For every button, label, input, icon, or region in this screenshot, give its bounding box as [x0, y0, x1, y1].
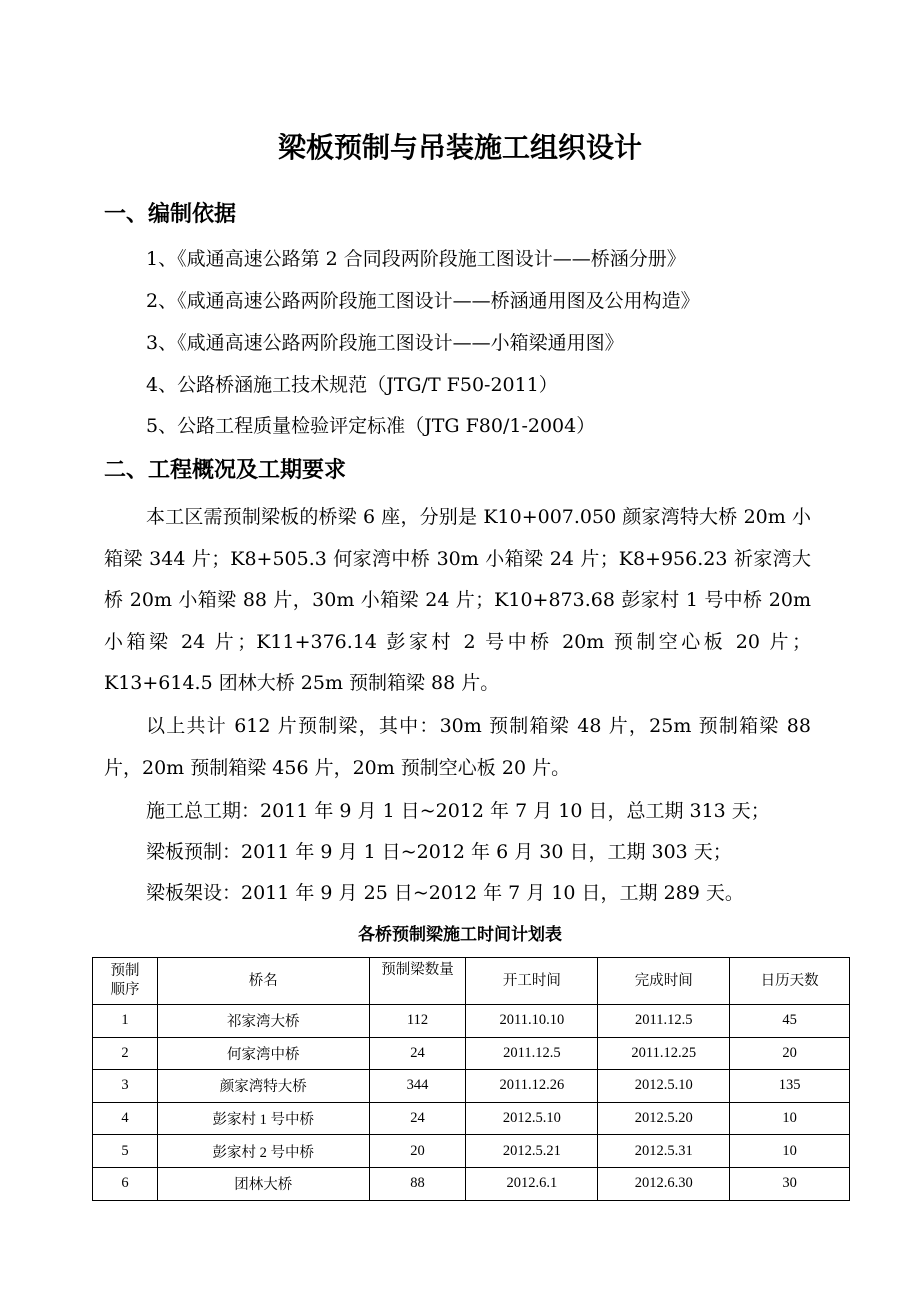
table-cell: 20 — [369, 1135, 466, 1168]
schedule-table — [92, 957, 850, 1201]
table-row — [93, 1037, 850, 1070]
table-cell: 2012.5.31 — [598, 1135, 730, 1168]
table-cell: 颜家湾特大桥 — [157, 1070, 369, 1103]
column-header: 预制梁数量 — [369, 958, 466, 1005]
table-cell: 2011.10.10 — [466, 1005, 598, 1038]
table-cell: 2011.12.26 — [466, 1070, 598, 1103]
table-cell: 1 — [93, 1005, 158, 1038]
table-cell: 何家湾中桥 — [157, 1037, 369, 1070]
column-header: 预制顺序 — [93, 958, 158, 1005]
table-cell: 2012.6.30 — [598, 1167, 730, 1200]
table-cell: 6 — [93, 1167, 158, 1200]
table-cell: 4 — [93, 1102, 158, 1135]
table-cell: 24 — [369, 1037, 466, 1070]
table-cell: 5 — [93, 1135, 158, 1168]
table-title: 各桥预制梁施工时间计划表 — [358, 925, 562, 945]
table-row — [93, 1102, 850, 1135]
basis-item: 2、《咸通高速公路两阶段施工图设计——桥涵通用图及公用构造》 — [146, 290, 700, 312]
column-header: 开工时间 — [466, 958, 598, 1005]
table-header-row — [93, 958, 850, 1005]
document-title: 梁板预制与吊装施工组织设计 — [277, 131, 642, 164]
basis-item: 5、公路工程质量检验评定标准（JTG F80/1-2004） — [146, 415, 596, 437]
table-cell: 2012.5.10 — [598, 1070, 730, 1103]
table-cell: 24 — [369, 1102, 466, 1135]
table-cell: 344 — [369, 1070, 466, 1103]
table-cell: 彭家村 2 号中桥 — [157, 1135, 369, 1168]
table-cell: 3 — [93, 1070, 158, 1103]
table-cell: 20 — [730, 1037, 850, 1070]
table-cell: 彭家村 1 号中桥 — [157, 1102, 369, 1135]
table-cell: 祁家湾大桥 — [157, 1005, 369, 1038]
overview-paragraph: 本工区需预制梁板的桥梁 6 座，分别是 K10+007.050 颜家湾特大桥 20m 小箱梁 344 片；K8+505.3 何家湾中桥 30m 小箱梁 24 片；K8+956.23 祈家湾大桥 20m 小箱梁 88 片，30m 小箱梁 24 片；K10+873.68 彭家村 1 号中桥 20m 小箱梁 24 片；K11+376.14 彭家村 2 号中桥 20m 预制空心板 20 片；K13+614.5 团林大桥 25m 预制箱梁 88 片。 — [104, 506, 811, 694]
column-header: 完成时间 — [598, 958, 730, 1005]
table-cell: 2012.5.10 — [466, 1102, 598, 1135]
table-row — [93, 1135, 850, 1168]
basis-item: 1、《咸通高速公路第 2 合同段两阶段施工图设计——桥涵分册》 — [146, 248, 686, 270]
basis-item: 4、公路桥涵施工技术规范（JTG/T F50-2011） — [146, 374, 558, 396]
summary-paragraph: 以上共计 612 片预制梁，其中：30m 预制箱梁 48 片，25m 预制箱梁 88 片，20m 预制箱梁 456 片，20m 预制空心板 20 片。 — [104, 715, 811, 779]
table-cell: 2011.12.5 — [466, 1037, 598, 1070]
table-cell: 2012.6.1 — [466, 1167, 598, 1200]
column-header: 日历天数 — [730, 958, 850, 1005]
section-heading-basis: 一、编制依据 — [104, 202, 237, 227]
table-row — [93, 1070, 850, 1103]
schedule-line-total: 施工总工期：2011 年 9 月 1 日~2012 年 7 月 10 日，总工期 313 天； — [146, 800, 770, 822]
table-row — [93, 1005, 850, 1038]
table-cell: 2012.5.21 — [466, 1135, 598, 1168]
table-cell: 2012.5.20 — [598, 1102, 730, 1135]
table-cell: 135 — [730, 1070, 850, 1103]
schedule-line-prefab: 梁板预制：2011 年 9 月 1 日~2012 年 6 月 30 日，工期 303 天； — [146, 841, 732, 863]
table-cell: 团林大桥 — [157, 1167, 369, 1200]
table-cell: 2011.12.25 — [598, 1037, 730, 1070]
table-cell: 2 — [93, 1037, 158, 1070]
table-cell: 2011.12.5 — [598, 1005, 730, 1038]
table-cell: 45 — [730, 1005, 850, 1038]
schedule-line-erection: 梁板架设：2011 年 9 月 25 日~2012 年 7 月 10 日，工期 289 天。 — [146, 882, 744, 904]
basis-item: 3、《咸通高速公路两阶段施工图设计——小箱梁通用图》 — [146, 332, 624, 354]
table-cell: 112 — [369, 1005, 466, 1038]
section-heading-overview: 二、工程概况及工期要求 — [104, 458, 347, 483]
table-cell: 88 — [369, 1167, 466, 1200]
table-cell: 30 — [730, 1167, 850, 1200]
table-cell: 10 — [730, 1102, 850, 1135]
column-header: 桥名 — [157, 958, 369, 1005]
table-cell: 10 — [730, 1135, 850, 1168]
table-row — [93, 1167, 850, 1200]
